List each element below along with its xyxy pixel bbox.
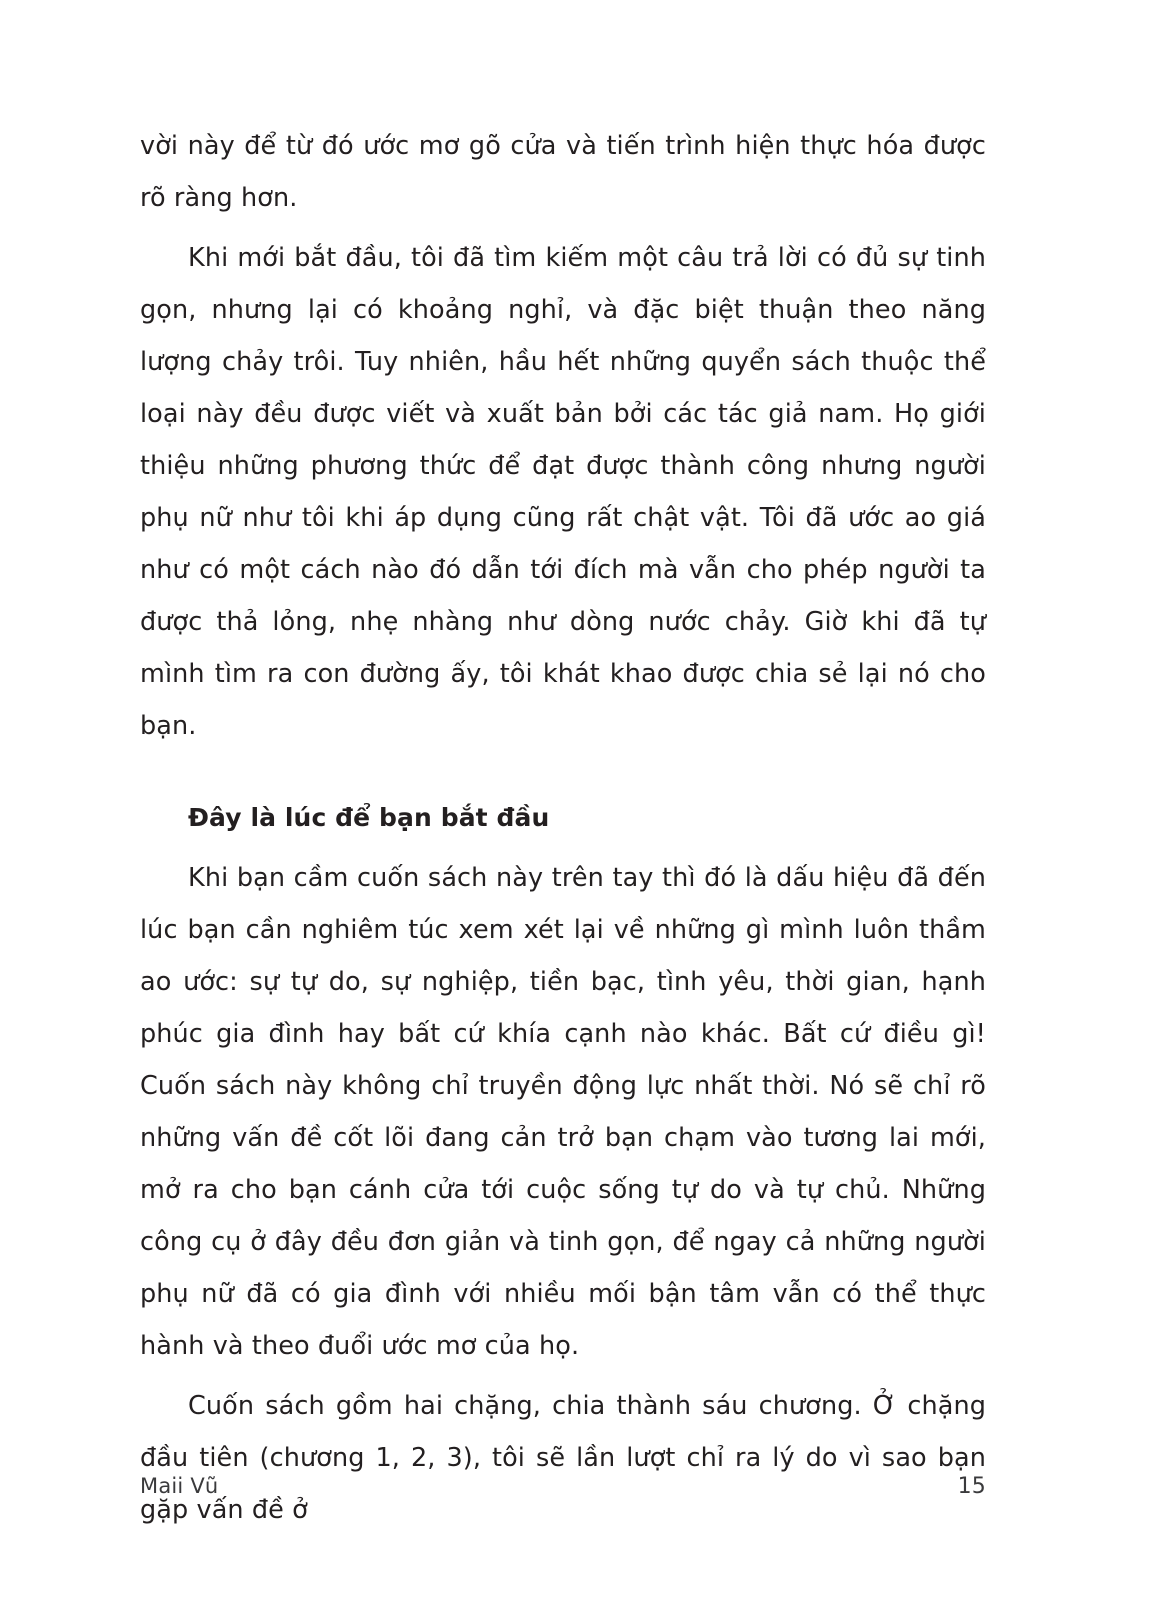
paragraph-continuation: vời này để từ đó ước mơ gõ cửa và tiến trình hiện thực hóa được rõ ràng hơn. <box>140 131 986 213</box>
footer-author: Maii Vũ <box>140 1474 219 1498</box>
page-footer <box>140 1474 986 1499</box>
paragraph-book-structure: Cuốn sách gồm hai chặng, chia thành sáu chương. Ở chặng đầu tiên (chương 1, 2, 3), tôi sẽ lần lượt chỉ ra lý do vì sao bạn gặp vấn đề ở <box>140 1391 986 1525</box>
paragraph-search-answer: Khi mới bắt đầu, tôi đã tìm kiếm một câu trả lời có đủ sự tinh gọn, nhưng lại có khoảng nghỉ, và đặc biệt thuận theo năng lượng chảy trôi. Tuy nhiên, hầu hết những quyển sách thuộc thể loại này đều được viết và xuất bản bởi các tác giả nam. Họ giới thiệu những phương thức để đạt được thành công nhưng người phụ nữ như tôi khi áp dụng cũng rất chật vật. Tôi đã ước ao giá như có một cách nào đó dẫn tới đích mà vẫn cho phép người ta được thả lỏng, nhẹ nhàng như dòng nước chảy. Giờ khi đã tự mình tìm ra con đường ấy, tôi khát khao được chia sẻ lại nó cho bạn. <box>140 243 986 741</box>
section-subheading: Đây là lúc để bạn bắt đầu <box>188 803 550 832</box>
paragraph-book-purpose: Khi bạn cầm cuốn sách này trên tay thì đó là dấu hiệu đã đến lúc bạn cần nghiêm túc xem xét lại về những gì mình luôn thầm ao ước: sự tự do, sự nghiệp, tiền bạc, tình yêu, thời gian, hạnh phúc gia đình hay bất cứ khía cạnh nào khác. Bất cứ điều gì! Cuốn sách này không chỉ truyền động lực nhất thời. Nó sẽ chỉ rõ những vấn đề cốt lõi đang cản trở bạn chạm vào tương lai mới, mở ra cho bạn cánh cửa tới cuộc sống tự do và tự chủ. Những công cụ ở đây đều đơn giản và tinh gọn, để ngay cả những người phụ nữ đã có gia đình với nhiều mối bận tâm vẫn có thể thực hành và theo đuổi ước mơ của họ. <box>140 863 986 1361</box>
page-content <box>140 120 986 1536</box>
footer-page-number: 15 <box>957 1474 986 1499</box>
